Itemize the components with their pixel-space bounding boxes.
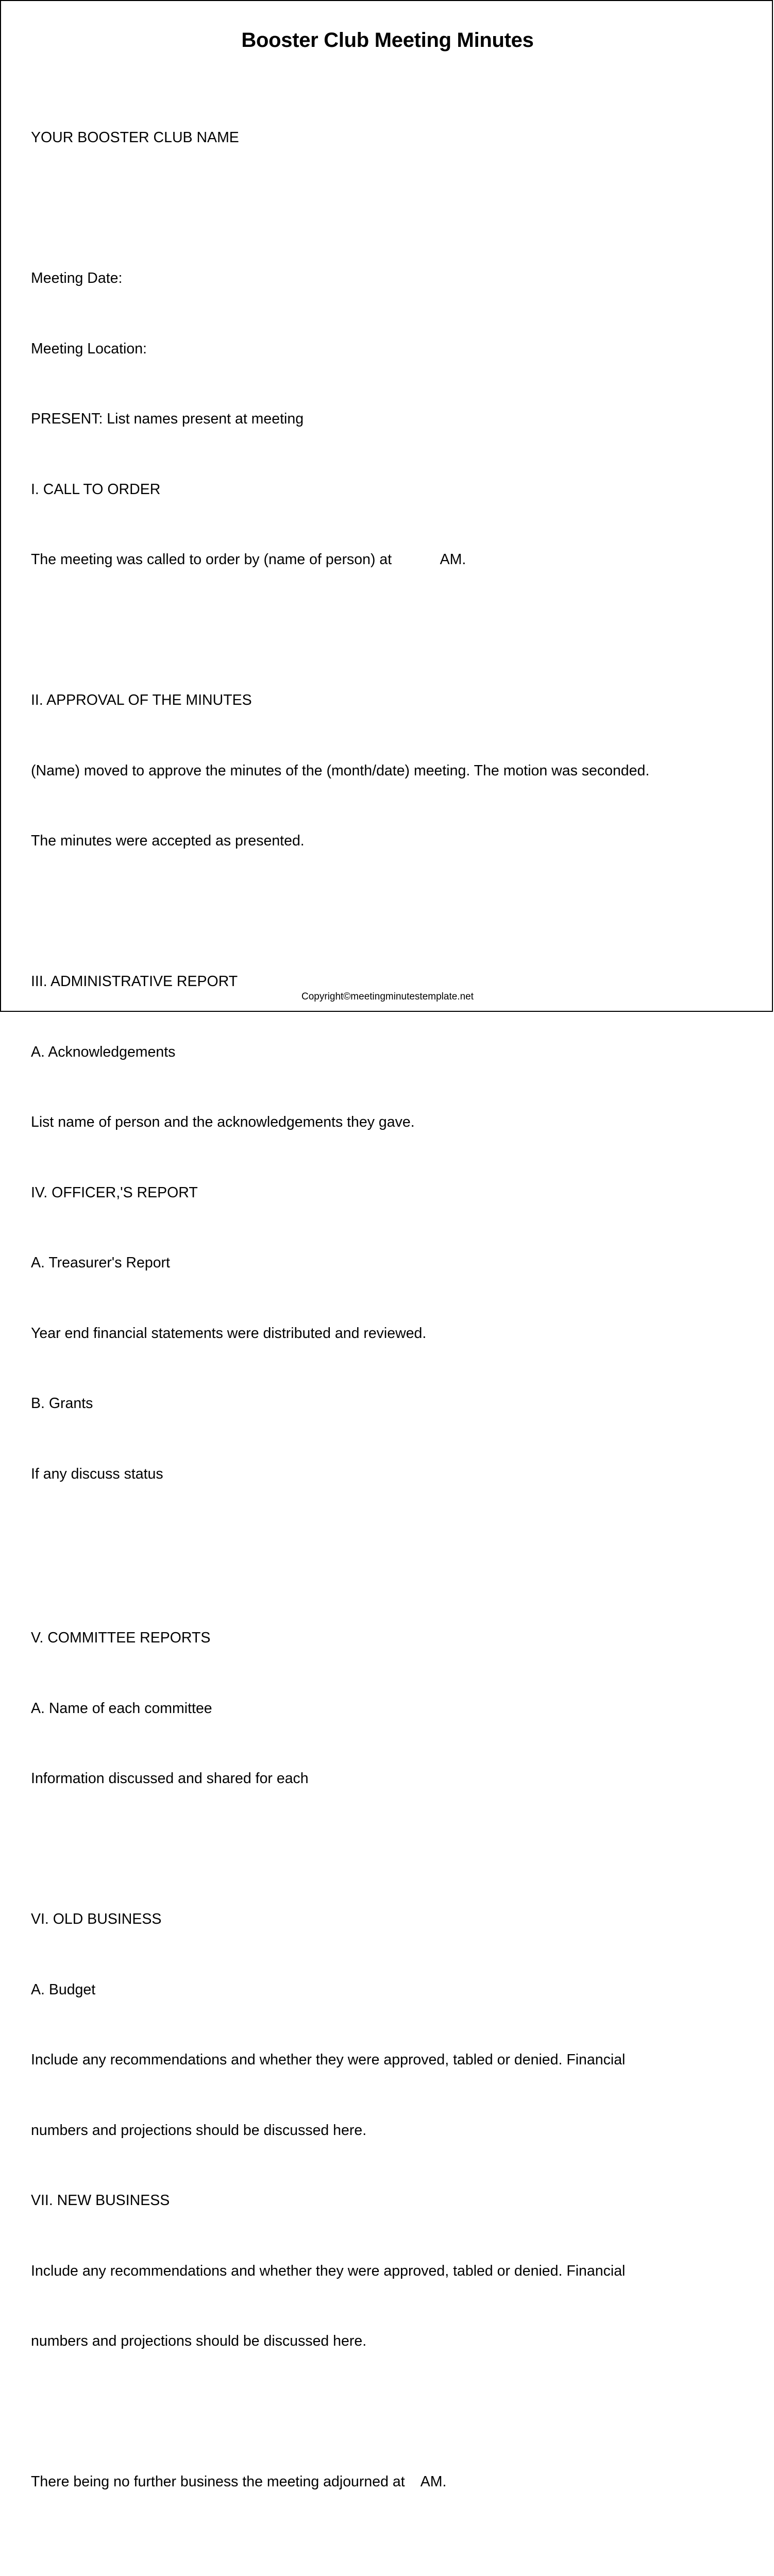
old-business-text-line2: numbers and projections should be discussed here. bbox=[31, 2122, 367, 2139]
treasurer-heading: A. Treasurer's Report bbox=[31, 1255, 170, 1271]
spacer bbox=[31, 2541, 763, 2565]
spacer bbox=[31, 2400, 763, 2424]
budget-heading: A. Budget bbox=[31, 1981, 96, 1998]
grants-heading: B. Grants bbox=[31, 1395, 93, 1412]
section-heading-call-to-order: I. CALL TO ORDER bbox=[31, 481, 161, 498]
committee-name-heading: A. Name of each committee bbox=[31, 1700, 212, 1717]
approval-text-line1: (Name) moved to approve the minutes of the (month/date) meeting. The motion was seconded. bbox=[31, 762, 650, 779]
approval-text-line2: The minutes were accepted as presented. bbox=[31, 833, 305, 849]
grants-text: If any discuss status bbox=[31, 1465, 163, 1482]
section-heading-old-business: VI. OLD BUSINESS bbox=[31, 1911, 162, 1927]
acknowledgements-heading: A. Acknowledgements bbox=[31, 1043, 176, 1060]
spacer bbox=[31, 1838, 763, 1861]
new-business-text-line2: numbers and projections should be discussed here. bbox=[31, 2333, 367, 2349]
section-heading-committee: V. COMMITTEE REPORTS bbox=[31, 1630, 211, 1646]
spacer bbox=[31, 619, 763, 642]
call-to-order-text: The meeting was called to order by (name of person) at AM. bbox=[31, 551, 466, 568]
spacer bbox=[31, 900, 763, 924]
adjourn-text: There being no further business the meeting adjourned at AM. bbox=[31, 2473, 447, 2490]
section-heading-approval: II. APPROVAL OF THE MINUTES bbox=[31, 692, 252, 708]
spacer bbox=[31, 1533, 763, 1580]
meeting-location: Meeting Location: bbox=[31, 340, 147, 357]
section-heading-administrative: III. ADMINISTRATIVE REPORT bbox=[31, 973, 238, 990]
section-heading-officers: IV. OFFICER,'S REPORT bbox=[31, 1184, 198, 1201]
copyright-footer: Copyright©meetingminutestemplate.net bbox=[301, 991, 474, 1002]
document-body bbox=[31, 79, 763, 2576]
section-heading-new-business: VII. NEW BUSINESS bbox=[31, 2192, 170, 2209]
meeting-date: Meeting Date: bbox=[31, 270, 123, 286]
present-line: PRESENT: List names present at meeting bbox=[31, 411, 304, 427]
new-business-text-line1: Include any recommendations and whether they were approved, tabled or denied. Financial bbox=[31, 2262, 626, 2279]
spacer bbox=[31, 197, 763, 221]
old-business-text-line1: Include any recommendations and whether they were approved, tabled or denied. Financial bbox=[31, 2052, 626, 2068]
club-name: YOUR BOOSTER CLUB NAME bbox=[31, 129, 239, 146]
committee-text: Information discussed and shared for each bbox=[31, 1770, 309, 1787]
acknowledgements-text: List name of person and the acknowledgements they gave. bbox=[31, 1114, 415, 1130]
treasurer-text: Year end financial statements were distributed and reviewed. bbox=[31, 1325, 427, 1342]
document-title: Booster Club Meeting Minutes bbox=[241, 29, 534, 52]
